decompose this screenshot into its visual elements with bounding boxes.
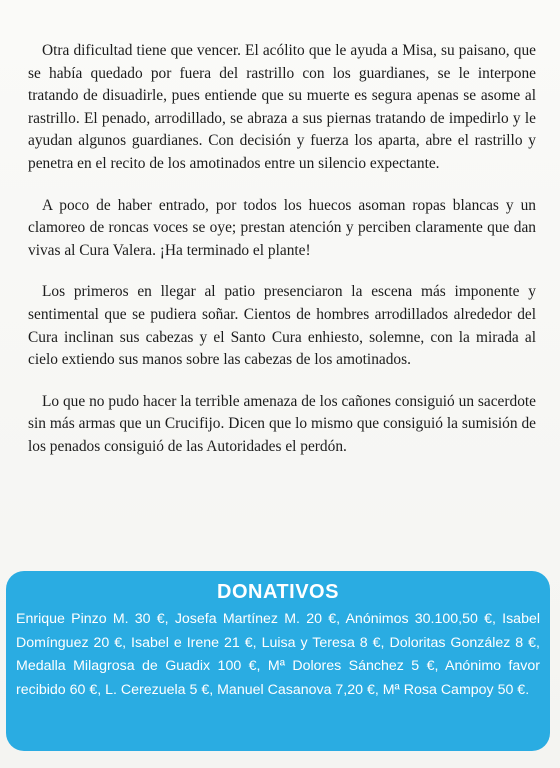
donations-box xyxy=(6,571,550,751)
paragraph-4: Lo que no pudo hacer la terrible amenaza de los cañones consiguió un sacerdote sin más armas que un Crucifijo. Dicen que lo mismo que consiguió la sumisión de los penados consiguió de las Autoridades el perdón. xyxy=(28,392,536,455)
article-body xyxy=(28,40,536,478)
paragraph-3: Los primeros en llegar al patio presenciaron la escena más imponente y sentimental que se pudiera soñar. Cientos de hombres arrodillados alrededor del Cura inclinan sus cabezas y el Santo Cura enhiesto, solemne, con la mirada al cielo extiendo sus manos sobre las cabezas de los amotinados. xyxy=(28,283,536,369)
paragraph-2: A poco de haber entrado, por todos los huecos asoman ropas blancas y un clamoreo de roncas voces se oye; prestan atención y perciben claramente que dan vivas al Cura Valera. ¡Ha terminado el plante! xyxy=(28,196,536,259)
donations-list: Enrique Pinzo M. 30 €, Josefa Martínez M. 20 €, Anónimos 30.100,50 €, Isabel Domínguez 20 €, Isabel e Irene 21 €, Luisa y Teresa 8 €, Doloritas González 8 €, Medalla Milagrosa de Guadix 100 €, Mª Dolores Sánchez 5 €, Anónimo favor recibido 60 €, L. Cerezuela 5 €, Manuel Casanova 7,20 €, Mª Rosa Campoy 50 €. xyxy=(16,611,540,698)
donations-title: DONATIVOS xyxy=(217,581,339,603)
paragraph-1: Otra dificultad tiene que vencer. El acólito que le ayuda a Misa, su paisano, que se había quedado por fuera del rastrillo con los guardianes, se le interpone tratando de disuadirle, pues entiende que su muerte es segura apenas se asome al rastrillo. El penado, arrodillado, se abraza a sus piernas tratando de impedirlo y le ayudan algunos guardianes. Con decisión y fuerza los aparta, abre el rastrillo y penetra en el recito de los amotinados entre un silencio expectante. xyxy=(28,42,536,172)
